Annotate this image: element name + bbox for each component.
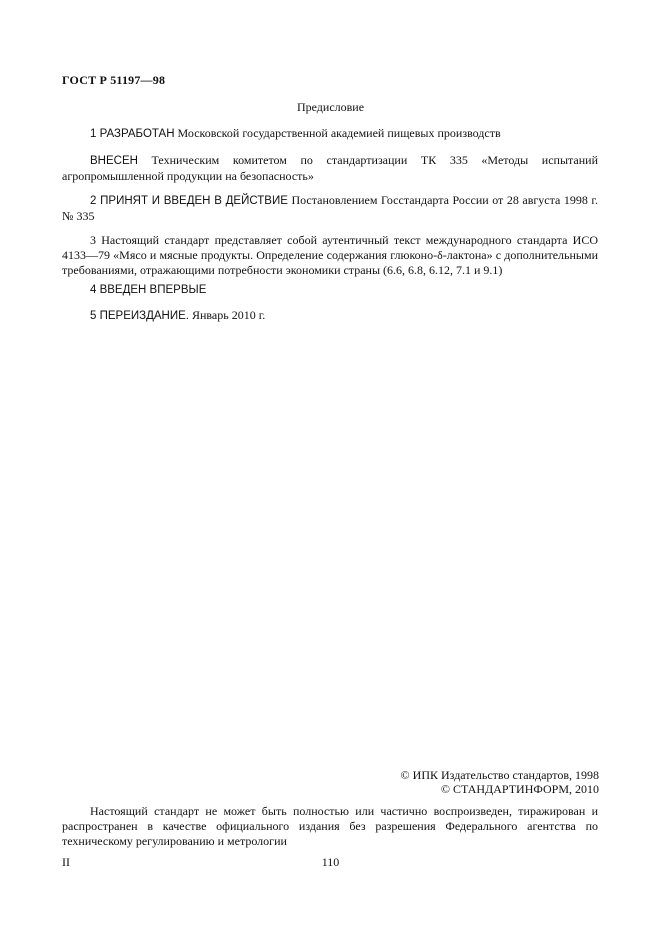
page-number: 110	[321, 855, 340, 869]
item-text: Техническим комитетом по стандартизации ТК 335 «Методы испытаний агропромышленной продукции на безопасность»	[62, 153, 598, 183]
item-text: Настоящий стандарт представляет собой аутентичный текст международного стандарта ИСО 4133—79 «Мясо и мясные продукты. Определение содержания глюконо-δ-лактона» с дополнительными требованиями, отражающими потребности экономики страны (6.6, 6.8, 6.12, 7.1 и 9.1)	[62, 233, 598, 277]
reproduction-notice: Настоящий стандарт не может быть полностью или частично воспроизведен, тиражирован и распространен в качестве официального издания без разрешения Федерального агентства по техническому регулированию и метрологии	[62, 804, 598, 848]
item-first-introduced	[62, 282, 598, 298]
section-title: Предисловие	[296, 100, 365, 114]
item-text: Московской государственной академией пищевых производств	[174, 126, 501, 140]
roman-page-number: II	[62, 855, 70, 869]
item-lead: ВНЕСЕН	[90, 155, 138, 167]
item-text: Постановлением Госстандарта России от 28 августа 1998 г. № 335	[62, 193, 598, 223]
item-developed	[62, 126, 598, 142]
item-lead: 4 ВВЕДЕН ВПЕРВЫЕ	[90, 284, 207, 296]
item-authentic-text	[62, 233, 598, 278]
standard-header: ГОСТ Р 51197—98	[62, 73, 166, 87]
copyright-line: © СТАНДАРТИНФОРМ, 2010	[440, 782, 599, 796]
item-reissue	[62, 308, 598, 324]
item-lead: 2 ПРИНЯТ И ВВЕДЕН В ДЕЙСТВИЕ	[90, 195, 288, 207]
item-lead: 3	[90, 233, 96, 247]
copyright-block	[401, 768, 599, 796]
item-text: Январь 2010 г.	[188, 308, 266, 322]
item-adopted	[62, 193, 598, 224]
item-lead: 5 ПЕРЕИЗДАНИЕ.	[90, 310, 189, 322]
item-introduced	[62, 153, 598, 184]
copyright-line: © ИПК Издательство стандартов, 1998	[400, 768, 599, 782]
item-lead: 1 РАЗРАБОТАН	[90, 128, 175, 140]
